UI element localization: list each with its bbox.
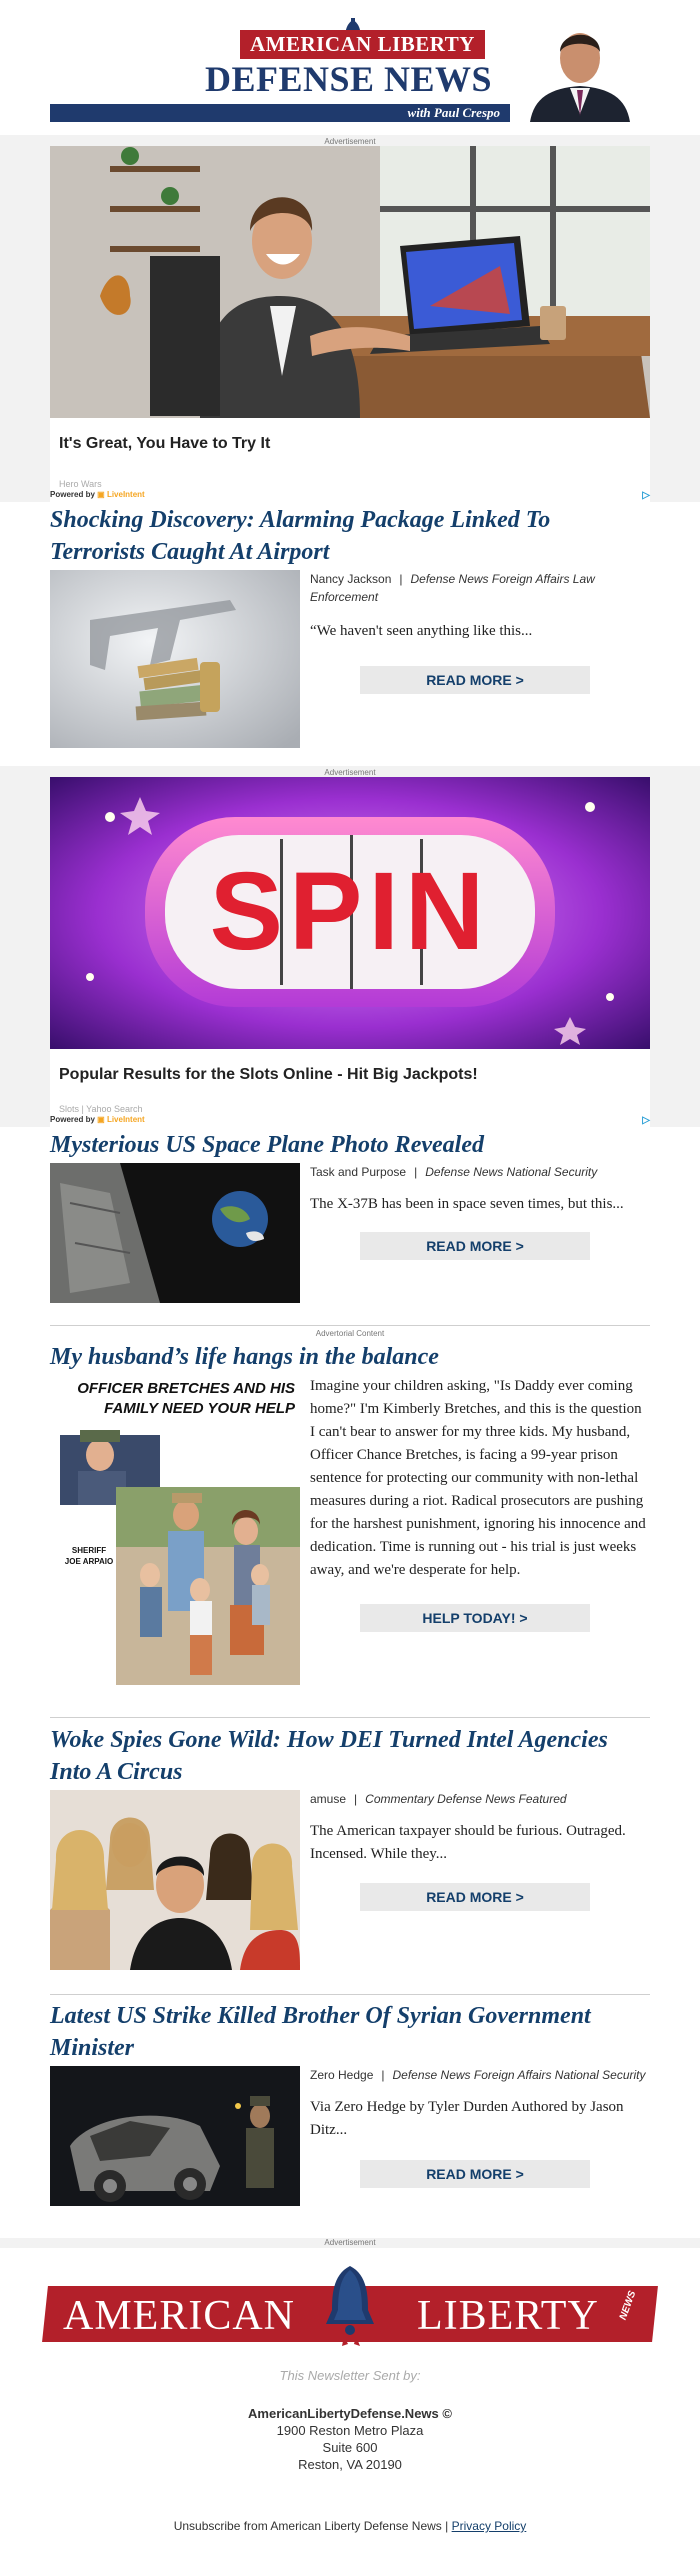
powered-prefix: Powered by (50, 1115, 95, 1124)
article-row (50, 2066, 650, 2206)
divider (50, 1994, 650, 1995)
footer-logo-left: AMERICAN (63, 2293, 296, 2339)
article-image-strike[interactable] (50, 2066, 300, 2206)
newsletter-header (0, 0, 700, 135)
sponsored-image[interactable] (50, 1375, 300, 1685)
newsletter-footer (0, 2248, 700, 2533)
privacy-policy-link[interactable]: Privacy Policy (451, 2519, 527, 2533)
article-row (50, 570, 650, 748)
teaser: Via Zero Hedge by Tyler Durden Authored by Jason Ditz... (310, 2099, 624, 2138)
article-image-rifle[interactable] (50, 570, 300, 748)
unsubscribe-line (0, 2519, 700, 2533)
ad-zone-1 (0, 135, 700, 502)
powered-by[interactable] (50, 1115, 650, 1127)
liveintent-logo-icon: ▣ (97, 1115, 105, 1124)
ad-image-gamer[interactable] (50, 146, 650, 418)
logo-top-text: AMERICAN LIBERTY (240, 30, 485, 59)
article-3 (50, 1724, 650, 1970)
article-row (50, 1790, 650, 1970)
read-more-button[interactable]: READ MORE > (360, 2160, 590, 2188)
byline (310, 1163, 650, 1181)
help-today-button[interactable]: HELP TODAY! > (360, 1604, 590, 1632)
read-more-button[interactable]: READ MORE > (360, 666, 590, 694)
adchoices-icon[interactable]: ▷ (642, 1115, 650, 1126)
adchoices-icon[interactable]: ▷ (642, 490, 650, 501)
divider (50, 1717, 650, 1718)
article-image-group[interactable] (50, 1790, 300, 1970)
read-more-button[interactable]: READ MORE > (360, 1232, 590, 1260)
advertorial-label: Advertorial Content (315, 1329, 385, 1338)
article-4 (50, 2000, 650, 2206)
article-title[interactable]: My husband’s life hangs in the balance (50, 1344, 439, 1370)
logo-main-text: DEFENSE NEWS (205, 59, 493, 99)
powered-brand: LiveIntent (106, 490, 145, 499)
article-body (310, 570, 650, 748)
sponsored-article (50, 1329, 650, 1685)
logo-sub-text: with Paul Crespo (407, 105, 500, 120)
category: Defense News Foreign Affairs National Security (392, 2068, 646, 2082)
article-title[interactable]: Mysterious US Space Plane Photo Revealed (50, 1132, 484, 1158)
ad-source: Slots | Yahoo Search (59, 1104, 143, 1114)
powered-prefix: Powered by (50, 490, 95, 499)
byline (310, 2066, 650, 2084)
teaser: “We haven't seen anything like this... (310, 623, 533, 639)
sponsored-body: Imagine your children asking, "Is Daddy ever coming home?" I'm Kimberly Bretches, and this is the question I can't bear to answer for my three kids. My husband, Officer Chance Bretches, is facing a 99-year prison sentence for protecting our community with non-lethal measures during a riot. Radical prosecutors are pushing for the harshest punishment, ignoring his innocence and dedication. Time is running out - his trial is just weeks away, and we're desperate for help. (310, 1378, 646, 1578)
article-title[interactable]: Latest US Strike Killed Brother Of Syrian Government Minister (50, 2003, 591, 2061)
footer-logo-news: NEWS (617, 2289, 639, 2322)
address-line-3: Reston, VA 20190 (298, 2457, 402, 2472)
byline-sep: | (399, 572, 403, 586)
address-line-1: 1900 Reston Metro Plaza (276, 2423, 424, 2438)
ad-card[interactable] (50, 777, 650, 1115)
article-title[interactable]: Woke Spies Gone Wild: How DEI Turned Intel Agencies Into A Circus (50, 1727, 608, 1785)
article-image-space-plane[interactable] (50, 1163, 300, 1303)
ad-title[interactable]: It's Great, You Have to Try It (59, 435, 271, 452)
teaser: The American taxpayer should be furious. Outraged. Incensed. While they... (310, 1823, 626, 1862)
article-body (310, 1163, 650, 1303)
byline-sep: | (381, 2068, 385, 2082)
powered-brand: LiveIntent (106, 1115, 145, 1124)
host-portrait (510, 18, 650, 122)
article-body (310, 1375, 650, 1685)
header-logo[interactable] (50, 18, 650, 122)
spin-text: SPIN (209, 850, 491, 973)
byline-sep: | (354, 1792, 358, 1806)
category: Defense News Foreign Affairs Law Enforcement (310, 572, 595, 604)
ad-label: Advertisement (324, 768, 376, 777)
address-line-2: Suite 600 (322, 2440, 378, 2455)
liveintent-logo-icon: ▣ (97, 490, 105, 499)
author: Task and Purpose (310, 1165, 407, 1179)
ad-image-spin[interactable] (50, 777, 650, 1049)
unsubscribe-link[interactable]: Unsubscribe from American Liberty Defense News (173, 2519, 442, 2533)
author: Zero Hedge (310, 2068, 374, 2082)
footer-logo-right: LIBERTY (417, 2293, 599, 2339)
category: Commentary Defense News Featured (365, 1792, 567, 1806)
ad-source: Hero Wars (59, 479, 102, 489)
byline-sep: | (414, 1165, 418, 1179)
sender-address (0, 2405, 700, 2473)
powered-by[interactable] (50, 490, 650, 502)
read-more-button[interactable]: READ MORE > (360, 1883, 590, 1911)
footer-logo[interactable] (45, 2248, 655, 2368)
article-title[interactable]: Shocking Discovery: Alarming Package Linked To Terrorists Caught At Airport (50, 507, 551, 565)
article-row (50, 1375, 650, 1685)
article-2 (50, 1129, 650, 1303)
company-name: AmericanLibertyDefense.News © (248, 2406, 452, 2421)
teaser: The X-37B has been in space seven times, but this... (310, 1196, 624, 1212)
author: amuse (310, 1792, 347, 1806)
sponsored-image-headline: OFFICER BRETCHES AND HIS FAMILY NEED YOUR HELP (77, 1380, 295, 1417)
author: Nancy Jackson (310, 572, 392, 586)
article-body (310, 2066, 650, 2206)
sent-by: This Newsletter Sent by: (279, 2368, 421, 2383)
divider (50, 1325, 650, 1326)
liberty-bell-icon (320, 2260, 380, 2350)
category: Defense News National Security (425, 1165, 598, 1179)
article-body (310, 1790, 650, 1970)
ad-label: Advertisement (324, 137, 376, 146)
article-row (50, 1163, 650, 1303)
byline (310, 1790, 650, 1808)
sponsored-image-caption: SHERIFF JOE ARPAIO (64, 1546, 114, 1566)
footer-sep: | (445, 2519, 449, 2533)
byline (310, 570, 650, 606)
family-photo (50, 1375, 300, 1685)
article-1 (50, 504, 650, 748)
ad-zone-2 (0, 766, 700, 1127)
footer-ad-label: Advertisement (0, 2238, 700, 2248)
ad-card[interactable] (50, 146, 650, 490)
ad-title[interactable]: Popular Results for the Slots Online - Hit Big Jackpots! (59, 1066, 478, 1083)
